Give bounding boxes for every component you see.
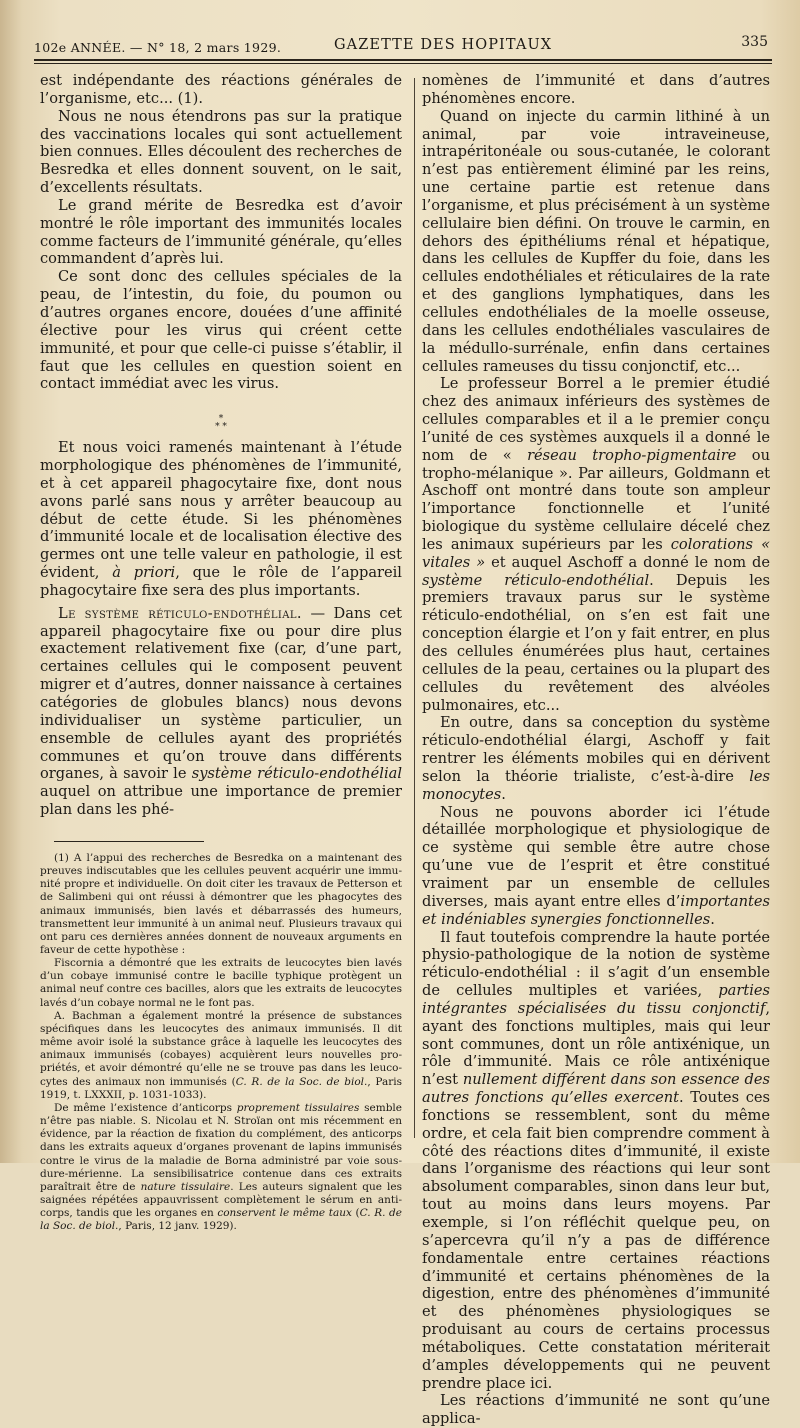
column-divider [414, 78, 415, 1138]
paragraph: En outre, dans sa conception du système réticulo-endothélial élargi, Aschoff y fait rentrer les éléments mobiles qui en dérivent selon la théorie trialiste, c’est-à-dire les monocytes. [422, 714, 770, 803]
header-rule [34, 59, 772, 61]
running-header [34, 36, 772, 56]
paragraph: Quand on injecte du carmin lithiné à un animal, par voie intraveineuse, intrapéritonéale ou sous-cutanée, le colorant n’est pas entièrement éliminé par les reins, une certaine partie est retenue dans l’organisme, et plus précisément à un système cellulaire bien défini. On trouve le carmin, en dehors des épithéliums rénal et hépatique, dans les cellules de Kupffer du foie, dans les cellules endothéliales et réticulaires de la rate et des ganglions lymphatiques, dans les cellules endothéliales de la moelle osseuse, dans les cellules endothéliales vasculaires de la médullo-surrénale, enfin dans certaines cellules rameuses du tissu conjonctif, etc... [422, 107, 770, 375]
footnote: (1) A l’appui des recherches de Besredka on a maintenant des preuves indiscutables que les cellules peuvent acquérir une immunité propre et individuelle. On doit citer les travaux de Petterson et de Salimbeni qui ont réussi à démontrer que les phagocytes des animaux immunisés, bien lavés et débarrassés des humeurs, transmettent leur immunité à un animal neuf. Plusieurs travaux qui ont paru ces dernières années donnent de nouveaux arguments en faveur de cette hypothèse : [40, 851, 402, 956]
footnote-rule [54, 841, 204, 842]
footnote: A. Bachman a également montré la présence de substances spécifiques dans les leucocytes des animaux immunisés. Il dit même avoir isolé la substance grâce à laquelle les leucocytes des animaux immunisés (cobayes) acquièrent leurs nouvelles propriétés, et avoir démontré qu’elle ne se trouve pas dans les leucocytes des animaux non immunisés (C. R. de la Soc. de biol., Paris 1919, t. LXXXII, p. 1031-1033). [40, 1009, 403, 1101]
section-separator [40, 415, 402, 431]
section-heading: Le système réticulo-endothélial. [58, 604, 302, 622]
page-number: 335 [741, 34, 768, 50]
left-column [40, 72, 402, 1233]
paragraph: est indépendante des réactions générales de l’organisme, etc... (1). [40, 72, 402, 107]
paragraph: Nous ne pouvons aborder ici l’étude détaillée morphologique et physiologique de ce système qui semble être autre chose qu’une vue de l’esprit et être constitué vraiment par un ensemble de cellules diverses, mais ayant entre elles d’importantes et indéniables synergies fonctionnelles. [422, 803, 770, 928]
footnote: De même l’existence d’anticorps proprement tissulaires semble n’être pas niable. S. Nicolau et N. Stroïan ont mis récemment en évidence, par la réaction de fixation du complément, des anticorps dans les extraits aqueux d’organes provenant de lapins immunisés contre le virus de la maladie de Borna administré par voie sousdure-mérienne. La sensibilisatrice contenue dans ces extraits paraîtrait être de nature tissulaire. Les auteurs signalent que les saignées répétées appauvrissent complètement le sérum en anticorps, tandis que les organes en conservent le même taux (C. R. de la Soc. de biol., Paris, 12 janv. 1929). [40, 1101, 402, 1233]
paragraph: nomènes de l’immunité et dans d’autres phénomènes encore. [422, 72, 770, 107]
paragraph: Le professeur Borrel a le premier étudié chez des animaux inférieurs des systèmes de cellules comparables et il a le premier conçu l’unité de ces systèmes auxquels il a donné le nom de « réseau tropho-pigmentaire ou tropho-mélanique ». Par ailleurs, Goldmann et Aschoff ont montré dans toute son ampleur l’importance fonctionnelle et l’unité biologique du système cellulaire décelé chez les animaux supérieurs par les colorations « vitales » et auquel Aschoff a donné le nom de système réticulo-endothélial. Depuis les premiers travaux parus sur le système réticulo-endothélial, on s’en est fait une conception élargie et l’on y fait entrer, en plus des cellules énumérées plus haut, certaines cellules de la peau, certaines ou la plupart des cellules du revêtement des alvéoles pulmonaires, etc... [422, 375, 770, 714]
paragraph: Le système réticulo-endothélial. — Dans cet appareil phagocytaire fixe ou pour dire plus exactement relativement fixe (car, d’une part, certaines cellules qui le composent peuvent migrer et d’autres, donner naissance à certaines catégories de globules blancs) nous devons individualiser un système particulier, un ensemble de cellules ayant des propriétés communes et qu’on trouve dans différents organes, à savoir le système réticulo-endothélial auquel on attribue une importance de premier plan dans les phé- [40, 604, 402, 819]
issue-info: 102e ANNÉE. — N° 18, 2 mars 1929. [34, 40, 282, 55]
paragraph: Nous ne nous étendrons pas sur la pratique des vaccinations locales qui sont actuellement bien connues. Elles découlent des recherches de Besredka et elles donnent souvent, on le sait, d’excellents résultats. [40, 107, 402, 197]
separator-stars: * * [215, 422, 227, 433]
paragraph: Le grand mérite de Besredka est d’avoir montré le rôle important des immunités locales comme facteurs de l’immunité générale, qu’elles commandent d’après lui. [40, 196, 402, 268]
paragraph: Et nous voici ramenés maintenant à l’étude morphologique des phénomènes de l’immunité, et à cet appareil phagocytaire fixe, dont nous avons parlé sans nous y arrêter beaucoup au début de cette étude. Si les phénomènes d’immunité locale et de localisation élective des germes ont une telle valeur en pathologie, il est évident, à priori, que le rôle de l’appareil phagocytaire fixe sera des plus importants. [40, 439, 402, 599]
paragraph: Les réactions d’immunité ne sont qu’une applica- [422, 1392, 770, 1428]
paragraph: Ce sont donc des cellules spéciales de la peau, de l’intestin, du foie, du poumon ou d’autres organes encore, douées d’une affinité élective pour les virus qui créent cette immunité, et pour que celle-ci puisse s’établir, il faut que les cellules en question soient en contact immédiat avec les virus. [40, 268, 402, 393]
footnote: Fiscornia a démontré que les extraits de leucocytes bien lavés d’un cobaye immunisé contre le bacille typhique protègent un animal neuf contre ces bacilles, alors que les extraits de leucocytes lavés d’un cobaye normal ne le font pas. [40, 957, 402, 1009]
right-column [422, 72, 770, 1428]
paragraph: Il faut toutefois comprendre la haute portée physio-pathologique de la notion de système réticulo-endothélial : il s’agit d’un ensemble de cellules multiples et variées, parties intégrantes spécialisées du tissu conjonctif, ayant des fonctions multiples, mais qui leur sont communes, dont un rôle antixénique, un rôle d’immunité. Mais ce rôle antixénique n’est nullement différent dans son essence des autres fonctions qu’elles exercent. Toutes ces fonctions se ressemblent, sont du même ordre, et cela fait bien comprendre comment à côté des réactions dites d’immunité, il existe dans l’organisme des réactions qui leur sont absolument comparables, sinon dans leur but, tout au moins dans leurs moyens. Par exemple, si l’on réfléchit quelque peu, on s’apercevra qu’il n’y a pas de différence fondamentale entre certaines réactions d’immunité et certains phénomènes de la digestion, entre des phénomènes d’immunité et des phénomènes physiologiques se produisant au cours de certains processus métaboliques. Cette constatation mériterait d’amples développements qui ne peuvent prendre place ici. [422, 928, 770, 1392]
journal-title: GAZETTE DES HOPITAUX [334, 37, 553, 53]
header-rule-thin [34, 63, 772, 64]
separator-star: * [218, 414, 224, 425]
